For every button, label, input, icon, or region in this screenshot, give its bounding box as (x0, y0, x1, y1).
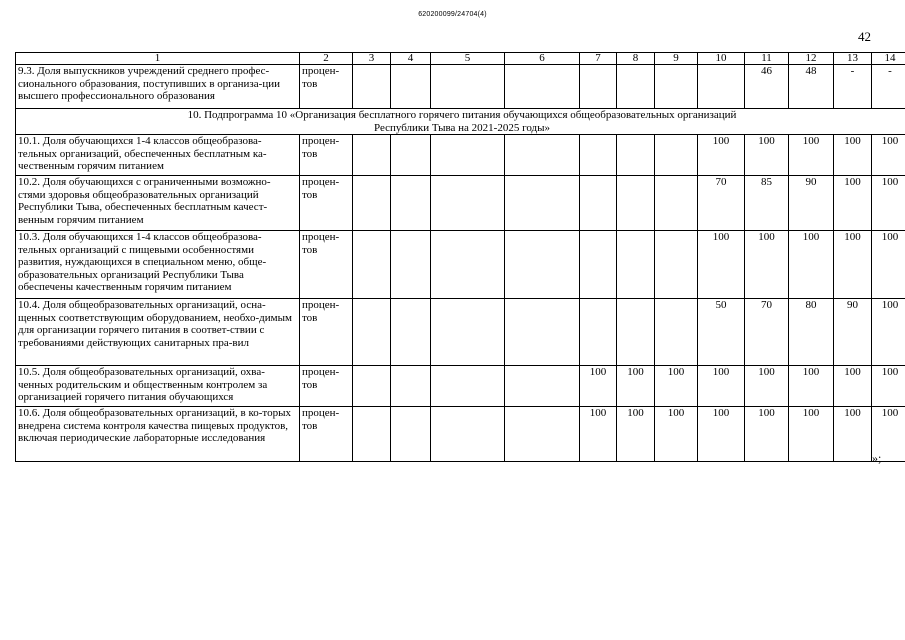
value-cell: 100 (617, 407, 655, 462)
value-cell: 100 (834, 176, 872, 231)
header-cell: 13 (834, 53, 872, 65)
value-cell: 46 (745, 65, 789, 109)
header-cell: 6 (505, 53, 580, 65)
value-cell (580, 299, 617, 366)
document-code: 620200099/24704(4) (418, 11, 487, 18)
header-cell: 9 (655, 53, 698, 65)
header-cell: 1 (16, 53, 300, 65)
value-cell: 90 (834, 299, 872, 366)
header-cell: 7 (580, 53, 617, 65)
value-cell (431, 65, 505, 109)
page-number: 42 (858, 29, 871, 44)
value-cell (617, 135, 655, 176)
value-cell: 100 (698, 407, 745, 462)
value-cell (391, 135, 431, 176)
value-cell: 100 (580, 366, 617, 407)
unit-cell: процен-тов (300, 135, 353, 176)
header-cell: 12 (789, 53, 834, 65)
value-cell (505, 231, 580, 299)
subprogram-heading-row (16, 109, 905, 135)
value-cell (505, 407, 580, 462)
header-cell: 5 (431, 53, 505, 65)
value-cell: 100 (698, 135, 745, 176)
value-cell (505, 65, 580, 109)
value-cell: 100 (745, 407, 789, 462)
value-cell: 100 (872, 135, 905, 176)
header-cell: 8 (617, 53, 655, 65)
value-cell: 100 (655, 407, 698, 462)
unit-cell: процен-тов (300, 65, 353, 109)
value-cell: 50 (698, 299, 745, 366)
value-cell (617, 299, 655, 366)
value-cell (655, 231, 698, 299)
value-cell (655, 299, 698, 366)
value-cell (505, 135, 580, 176)
value-cell: 100 (580, 407, 617, 462)
value-cell (391, 231, 431, 299)
value-cell (391, 366, 431, 407)
value-cell (505, 176, 580, 231)
indicator-name: 10.2. Доля обучающихся с ограниченными возможно-стями здоровья общеобразовательных организаций Республики Тыва, обеспеченных бесплатным качест-венным горячим питанием (16, 176, 300, 231)
value-cell: 70 (698, 176, 745, 231)
value-cell: 100 (745, 135, 789, 176)
header-cell: 11 (745, 53, 789, 65)
value-cell: 85 (745, 176, 789, 231)
value-cell (505, 366, 580, 407)
value-cell (391, 176, 431, 231)
value-cell (353, 65, 391, 109)
table-row (16, 176, 905, 231)
unit-cell: процен-тов (300, 231, 353, 299)
value-cell: 100 (872, 407, 905, 462)
value-cell: 100 (872, 299, 905, 366)
indicator-name: 10.3. Доля обучающихся 1-4 классов общеобразова-тельных организаций с пищевыми особенностями развития, нуждающихся в специальном меню, обще-образовательных организаций Республики Тыва обеспечены качественным горячим питанием (16, 231, 300, 299)
value-cell (580, 65, 617, 109)
table-row (16, 65, 905, 109)
value-cell (655, 65, 698, 109)
subprogram-heading: 10. Подпрограмма 10 «Организация бесплатного горячего питания обучающихся общеобразовательных организаций Республики Тыва на 2021-2025 годы» (16, 109, 905, 135)
value-cell: 100 (745, 231, 789, 299)
header-cell: 3 (353, 53, 391, 65)
indicator-name: 10.4. Доля общеобразовательных организаций, осна-щенных соответствующим оборудованием, необхо-димым для организации горячего питания в соответ-ствии с требованиями действующих санитарных пра-вил (16, 299, 300, 366)
unit-cell: процен-тов (300, 299, 353, 366)
value-cell (431, 407, 505, 462)
value-cell: 100 (789, 407, 834, 462)
value-cell: 100 (698, 231, 745, 299)
value-cell: 100 (698, 366, 745, 407)
table-row (16, 366, 905, 407)
value-cell (431, 366, 505, 407)
table-row (16, 231, 905, 299)
value-cell (655, 176, 698, 231)
value-cell: 70 (745, 299, 789, 366)
value-cell: 48 (789, 65, 834, 109)
value-cell (391, 299, 431, 366)
value-cell (580, 231, 617, 299)
indicators-table (15, 52, 905, 462)
value-cell (431, 231, 505, 299)
value-cell: 90 (789, 176, 834, 231)
value-cell (617, 176, 655, 231)
value-cell (698, 65, 745, 109)
table-row (16, 135, 905, 176)
value-cell (353, 176, 391, 231)
value-cell: 100 (655, 366, 698, 407)
value-cell (580, 135, 617, 176)
header-cell: 10 (698, 53, 745, 65)
value-cell (431, 135, 505, 176)
value-cell: 80 (789, 299, 834, 366)
header-cell: 2 (300, 53, 353, 65)
unit-cell: процен-тов (300, 366, 353, 407)
value-cell: 100 (872, 366, 905, 407)
value-cell (353, 135, 391, 176)
value-cell (353, 299, 391, 366)
value-cell: - (834, 65, 872, 109)
value-cell: - (872, 65, 905, 109)
indicator-name: 10.1. Доля обучающихся 1-4 классов общеобразова-тельных организаций, обеспеченных бесплатным ка-чественным горячим питанием (16, 135, 300, 176)
value-cell: 100 (834, 407, 872, 462)
value-cell: 100 (834, 231, 872, 299)
header-row (16, 53, 905, 65)
header-cell: 14 (872, 53, 905, 65)
value-cell: 100 (834, 135, 872, 176)
value-cell (580, 176, 617, 231)
value-cell: 100 (789, 135, 834, 176)
value-cell (655, 135, 698, 176)
unit-cell: процен-тов (300, 176, 353, 231)
value-cell (391, 65, 431, 109)
indicator-name: 9.3. Доля выпускников учреждений среднего профес-сионального образования, поступивших в организа-ции высшего профессионального образования (16, 65, 300, 109)
value-cell (617, 231, 655, 299)
value-cell: 100 (834, 366, 872, 407)
value-cell (353, 366, 391, 407)
value-cell: 100 (745, 366, 789, 407)
indicator-name: 10.5. Доля общеобразовательных организаций, охва-ченных родительским и общественным контролем за организацией горячего питания обучающихся (16, 366, 300, 407)
unit-cell: процен-тов (300, 407, 353, 462)
closing-quote-mark: »; (872, 451, 882, 465)
table-row (16, 299, 905, 366)
value-cell: 100 (872, 176, 905, 231)
indicator-name: 10.6. Доля общеобразовательных организаций, в ко-торых внедрена система контроля качества пищевых продуктов, включая периодические лабораторные исследования (16, 407, 300, 462)
table-row (16, 407, 905, 462)
value-cell (431, 176, 505, 231)
value-cell (431, 299, 505, 366)
value-cell (353, 407, 391, 462)
value-cell: 100 (789, 366, 834, 407)
value-cell (391, 407, 431, 462)
value-cell (353, 231, 391, 299)
header-cell: 4 (391, 53, 431, 65)
value-cell: 100 (617, 366, 655, 407)
value-cell: 100 (789, 231, 834, 299)
value-cell: 100 (872, 231, 905, 299)
value-cell (505, 299, 580, 366)
value-cell (617, 65, 655, 109)
